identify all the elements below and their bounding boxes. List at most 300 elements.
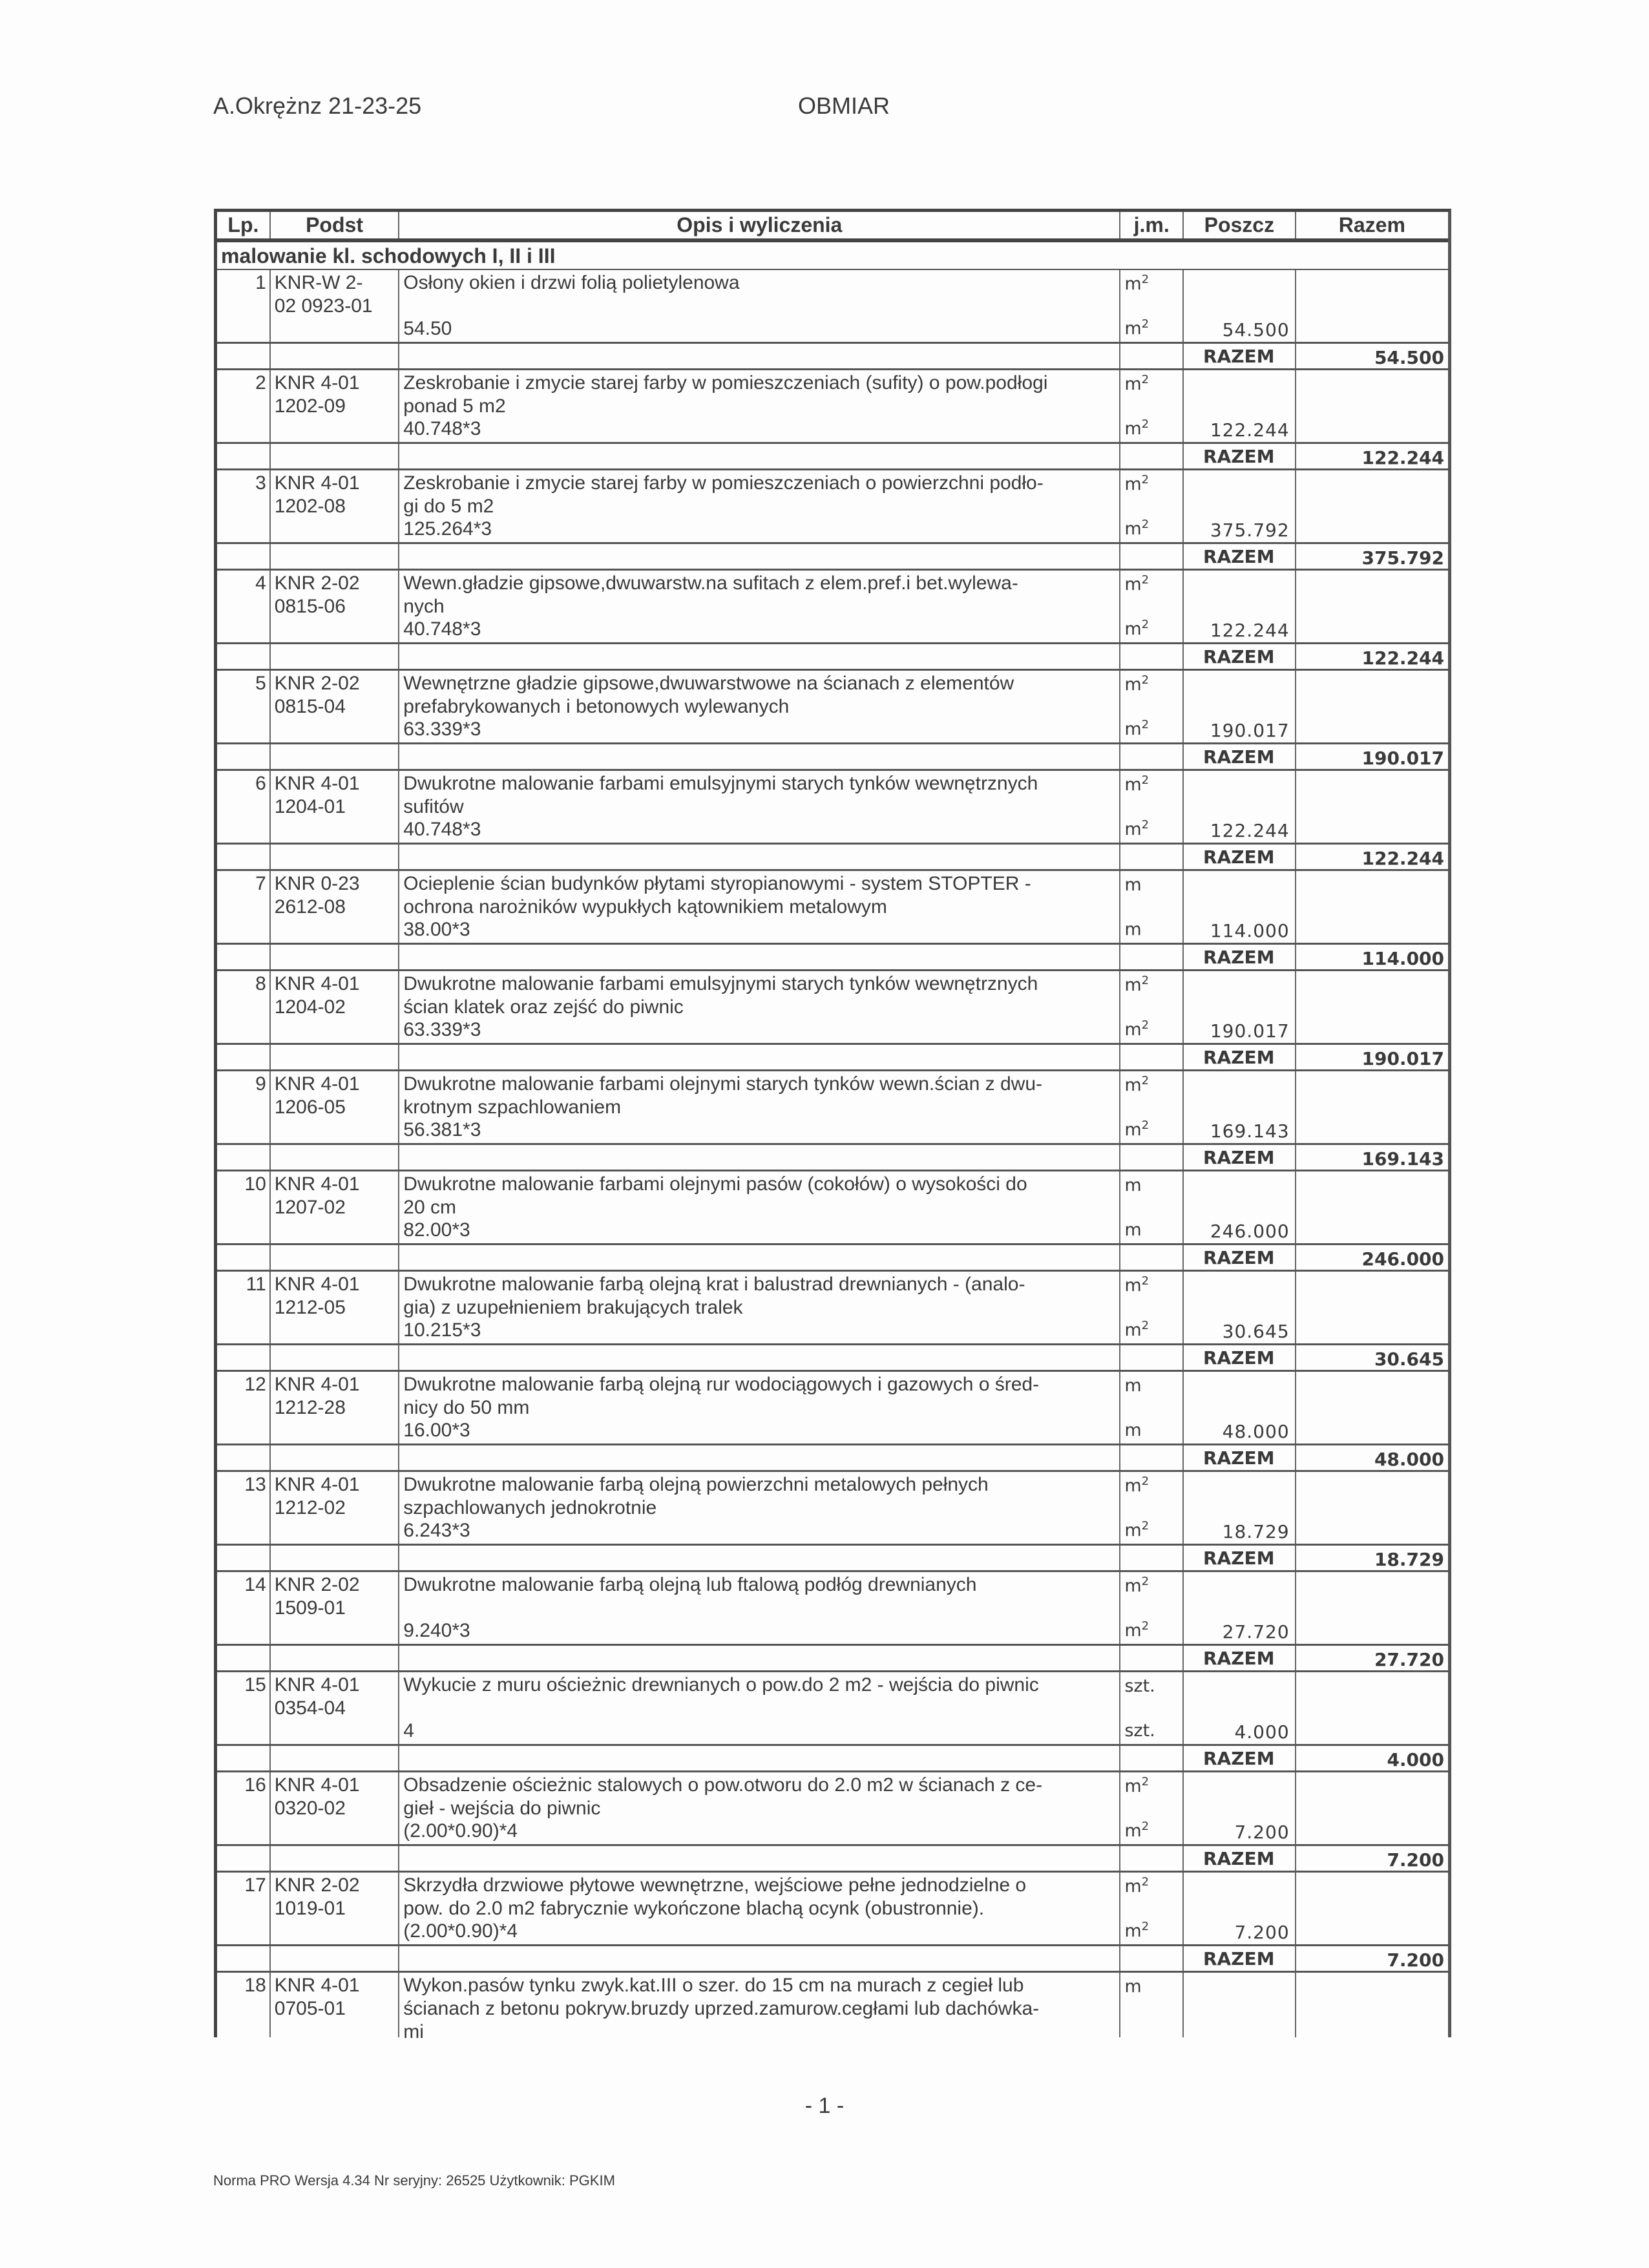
table-row [217,1272,1448,1345]
opis-line: ścian klatek oraz zejść do piwnic [403,996,684,1018]
row-razem [1296,871,1448,943]
sum-value: 114.000 [1361,948,1445,969]
opis-line: Dwukrotne malowanie farbą olejną rur wodociągowych i gazowych o śred- [403,1374,1040,1395]
empty-cell [1120,1445,1184,1470]
unit-base: m [1124,1020,1142,1040]
row-poszcz [1184,1672,1296,1744]
partial-value: 18.729 [1222,1521,1290,1542]
partial-value: 4.000 [1234,1721,1290,1743]
row-opis [399,1372,1120,1444]
row-lp: 3 [217,470,271,542]
sum-row [217,1445,1448,1472]
row-podst [271,270,399,342]
row-podst [271,671,399,742]
row-razem [1296,1973,1448,2037]
table-header [217,212,1448,242]
podst-line: KNR 4-01 [274,1774,360,1796]
partial-value: 169.143 [1210,1120,1290,1142]
unit-exponent: 2 [1141,518,1150,531]
empty-cell [399,1846,1120,1871]
row-razem [1296,571,1448,642]
sum-row [217,845,1448,871]
sum-label: RAZEM [1184,444,1296,468]
row-razem [1296,1772,1448,1844]
sum-row [217,1345,1448,1372]
unit-base: m [1124,1420,1142,1440]
row-lp: 15 [217,1672,271,1744]
podst-line: 1202-09 [274,395,346,417]
sum-value: 7.200 [1387,1849,1445,1871]
partial-value: 122.244 [1210,820,1290,841]
table-row [217,370,1448,444]
unit [1124,874,1141,897]
empty-cell [1120,1746,1184,1770]
row-opis [399,871,1120,943]
table-row [217,971,1448,1045]
row-opis [399,470,1120,542]
opis-line: Dwukrotne malowanie farbami emulsyjnymi starych tynków wewnętrznych [403,973,1038,994]
sum-row [217,544,1448,571]
podst-line: KNR 2-02 [274,1874,360,1896]
empty-cell [1120,1646,1184,1670]
opis-line: nicy do 50 mm [403,1397,530,1418]
sum-row [217,1245,1448,1272]
unit [1124,1775,1149,1798]
opis-line: Skrzydła drzwiowe płytowe wewnętrzne, wejściowe pełne jednodzielne o [403,1874,1027,1896]
sum-value: 122.244 [1361,447,1445,468]
unit-exponent: 2 [1141,773,1150,787]
sum-row [217,344,1448,370]
empty-cell [217,1445,271,1470]
row-poszcz [1184,771,1296,843]
empty-cell [271,1045,399,1069]
row-jm [1120,1071,1184,1143]
row-poszcz [1184,971,1296,1043]
row-opis [399,1672,1120,1744]
podst-line: KNR 4-01 [274,973,360,994]
unit [1124,518,1149,541]
partial-value: 375.792 [1210,520,1290,541]
sum-label: RAZEM [1184,744,1296,769]
calculation: 16.00*3 [403,1420,470,1441]
podst-line: KNR 4-01 [274,773,360,794]
sum-label: RAZEM [1184,1145,1296,1170]
unit [1124,1174,1141,1197]
sum-row [217,744,1448,771]
opis-line: ponad 5 m2 [403,395,506,417]
row-podst [271,871,399,943]
empty-cell [399,744,1120,769]
table-row-last [217,1973,1448,2042]
empty-cell [271,1946,399,1971]
podst-line: KNR 4-01 [274,372,360,394]
row-poszcz [1184,1572,1296,1644]
row-jm [1120,1472,1184,1544]
empty-cell [271,344,399,368]
row-podst [271,1171,399,1243]
unit-exponent: 2 [1141,1619,1150,1633]
row-opis [399,1973,1120,2042]
unit-base: m [1124,1876,1142,1896]
empty-cell [271,644,399,669]
row-jm [1120,871,1184,943]
items-list [217,270,1448,1973]
row-lp: 14 [217,1572,271,1644]
empty-cell [399,1546,1120,1570]
opis-line: nych [403,596,445,617]
unit-base: m [1124,1520,1142,1540]
opis-line: prefabrykowanych i betonowych wylewanych [403,696,790,717]
calculation: 63.339*3 [403,1019,481,1040]
row-razem [1296,771,1448,843]
row-lp: 2 [217,370,271,442]
row-podst [271,571,399,642]
empty-cell [1120,1946,1184,1971]
empty-cell [271,744,399,769]
unit-exponent: 2 [1141,1775,1150,1789]
row-opis [399,1171,1120,1243]
podst-line: 0354-04 [274,1697,346,1719]
unit [1124,1319,1149,1342]
opis-line: gi do 5 m2 [403,496,494,517]
partial-value: 122.244 [1210,620,1290,641]
row-podst [271,1772,399,1844]
sum-value: 169.143 [1361,1148,1445,1170]
sum-row [217,1045,1448,1071]
podst-line: 1202-08 [274,496,346,517]
row-razem [1296,270,1448,342]
opis-line: Wykucie z muru ościeżnic drewnianych o pow.do 2 m2 - wejścia do piwnic [403,1674,1039,1696]
row-razem [1296,1272,1448,1343]
opis-line: Dwukrotne malowanie farbą olejną lub ftalową podłóg drewnianych [403,1574,977,1595]
unit-base: m [1124,875,1142,895]
podst-line: 1212-28 [274,1397,346,1418]
unit [1124,1619,1149,1643]
table-row [217,571,1448,644]
partial-value: 122.244 [1210,419,1290,441]
unit-base: szt. [1124,1721,1155,1741]
partial-value: 190.017 [1210,1020,1290,1042]
opis-line: Ocieplenie ścian budynków płytami styropianowymi - system STOPTER - [403,873,1031,894]
unit [1124,718,1149,741]
row-lp: 17 [217,1873,271,1944]
row-jm [1120,370,1184,442]
opis-line: Wewnętrzne gładzie gipsowe,dwuwarstwowe na ścianach z elementów [403,673,1014,694]
unit-exponent: 2 [1141,473,1150,487]
podst-line: 1207-02 [274,1197,346,1218]
unit-base: m [1124,1821,1142,1841]
sum-label: RAZEM [1184,544,1296,569]
row-lp: 13 [217,1472,271,1544]
unit [1124,974,1149,997]
row-jm [1120,470,1184,542]
unit [1124,1374,1141,1398]
unit-base: m [1124,775,1142,795]
podst-line: 1212-02 [274,1497,346,1518]
unit-exponent: 2 [1141,373,1150,386]
unit-exponent: 2 [1141,1074,1150,1087]
row-opis [399,771,1120,843]
empty-cell [271,945,399,969]
row-jm [1120,771,1184,843]
unit-base: m [1124,719,1142,739]
partial-value: 7.200 [1234,1922,1290,1943]
unit [1124,673,1149,697]
empty-cell [271,1145,399,1170]
empty-cell [217,444,271,468]
podst-line: 0320-02 [274,1798,346,1819]
podst-line: KNR 4-01 [274,1474,360,1495]
podst-line: 1019-01 [274,1898,346,1919]
sum-row [217,1646,1448,1672]
unit: m [1124,1977,1142,1997]
empty-cell [399,1646,1120,1670]
unit [1124,1920,1149,1943]
row-opis [399,370,1120,442]
row-podst [271,1973,399,2037]
empty-cell [271,1646,399,1670]
unit [1124,1074,1149,1097]
empty-cell [217,845,271,869]
row-podst [271,1672,399,1744]
opis-line: Dwukrotne malowanie farbami olejnymi pasów (cokołów) o wysokości do [403,1173,1027,1195]
opis-line: Dwukrotne malowanie farbą olejną krat i balustrad drewnianych - (analo- [403,1274,1025,1295]
row-jm [1120,1572,1184,1644]
row-lp: 6 [217,771,271,843]
row-poszcz [1184,571,1296,642]
table-row [217,771,1448,845]
calculation: 82.00*3 [403,1219,470,1241]
row-podst [271,1472,399,1544]
row-razem [1296,1071,1448,1143]
row-razem [1296,1873,1448,1944]
opis-line: Wykon.pasów tynku zwyk.kat.III o szer. do 15 cm na murach z cegieł lub [403,1975,1024,1996]
unit-base: m [1124,1175,1142,1195]
row-opis [399,270,1120,342]
col-header-lp: Lp. [217,212,271,238]
opis-line: Zeskrobanie i zmycie starej farby w pomieszczeniach o powierzchni podło- [403,472,1044,494]
empty-cell [399,1145,1120,1170]
row-poszcz [1184,1973,1296,2037]
opis-line: 20 cm [403,1197,456,1218]
opis-line: pow. do 2.0 m2 fabrycznie wykończone blachą ocynk (obustronnie). [403,1898,985,1919]
empty-cell [1120,1846,1184,1871]
col-header-opis: Opis i wyliczenia [399,212,1120,238]
empty-cell [217,1846,271,1871]
podst-line: 1509-01 [274,1597,346,1619]
table-row [217,1472,1448,1546]
sum-value: 4.000 [1387,1749,1445,1770]
calculation: 40.748*3 [403,618,481,640]
podst-line: KNR 4-01 [274,1173,360,1195]
unit [1124,1519,1149,1542]
unit-base: m [1124,975,1142,995]
empty-cell [399,1045,1120,1069]
partial-value: 190.017 [1210,720,1290,741]
row-opis [399,571,1120,642]
opis-line: ochrona narożników wypukłych kątownikiem metalowym [403,896,887,918]
empty-cell [1120,444,1184,468]
partial-value: 48.000 [1222,1421,1290,1442]
empty-cell [217,1746,271,1770]
unit-exponent: 2 [1141,573,1150,587]
row-podst [271,1272,399,1343]
unit-exponent: 2 [1141,1475,1150,1488]
row-jm [1120,1973,1184,2037]
row-jm [1120,571,1184,642]
empty-cell [399,1345,1120,1370]
unit [1124,1719,1155,1743]
row-lp: 18 [217,1973,271,2037]
sum-label: RAZEM [1184,945,1296,969]
sum-value: 122.244 [1361,647,1445,669]
calculation: 9.240*3 [403,1620,470,1641]
calculation: 10.215*3 [403,1319,481,1341]
podst-line: KNR 2-02 [274,673,360,694]
sum-label: RAZEM [1184,1546,1296,1570]
opis-line: gieł - wejścia do piwnic [403,1798,601,1819]
unit-exponent: 2 [1141,1920,1150,1933]
row-jm [1120,1272,1184,1343]
empty-cell [217,1946,271,1971]
unit-base: m [1124,1220,1142,1240]
empty-cell [1120,1546,1184,1570]
row-jm [1120,971,1184,1043]
sum-value: 18.729 [1374,1549,1445,1570]
row-opis [399,971,1120,1043]
calculation: 38.00*3 [403,919,470,940]
unit-base: m [1124,1921,1142,1941]
podst-line: KNR 2-02 [274,572,360,594]
row-poszcz [1184,370,1296,442]
podst-line: KNR-W 2- [274,272,363,293]
empty-cell [217,344,271,368]
sum-label: RAZEM [1184,1946,1296,1971]
podst-line: KNR 4-01 [274,1674,360,1696]
empty-cell [399,1746,1120,1770]
empty-cell [217,544,271,569]
podst-line: 1204-02 [274,996,346,1018]
row-podst [271,771,399,843]
table-row [217,1672,1448,1746]
unit-exponent: 2 [1141,1820,1150,1833]
row-razem [1296,1672,1448,1744]
unit-base: m [1124,1476,1142,1496]
row-opis [399,1772,1120,1844]
empty-cell [399,344,1120,368]
row-jm [1120,1372,1184,1444]
row-opis [399,1873,1120,1944]
sum-value: 190.017 [1361,748,1445,769]
row-podst [271,1372,399,1444]
table-row [217,470,1448,544]
podst-line: 2612-08 [274,896,346,918]
podst-line: 0815-06 [274,596,346,617]
empty-cell [399,1946,1120,1971]
row-poszcz [1184,1372,1296,1444]
empty-cell [271,544,399,569]
sum-value: 190.017 [1361,1048,1445,1069]
calculation: 40.748*3 [403,418,481,439]
unit-exponent: 2 [1141,1575,1150,1588]
empty-cell [217,1345,271,1370]
partial-value: 30.645 [1222,1321,1290,1342]
unit-exponent: 2 [1141,1018,1150,1032]
row-opis [399,1272,1120,1343]
software-footer: Norma PRO Wersja 4.34 Nr seryjny: 26525 Użytkownik: PGKIM [213,2172,615,2189]
unit-exponent: 2 [1141,1519,1150,1533]
unit-base: m [1124,619,1142,639]
opis-line: gia) z uzupełnieniem brakujących tralek [403,1297,743,1318]
unit-base: m [1124,474,1142,494]
empty-cell [271,1546,399,1570]
row-podst [271,370,399,442]
podst-line: KNR 4-01 [274,1975,360,1996]
podst-line: 1206-05 [274,1097,346,1118]
sum-row [217,444,1448,470]
row-lp: 9 [217,1071,271,1143]
empty-cell [399,945,1120,969]
unit-exponent: 2 [1141,1118,1150,1132]
opis-line: Dwukrotne malowanie farbami emulsyjnymi starych tynków wewnętrznych [403,773,1038,794]
unit-base: m [1124,919,1142,940]
row-poszcz [1184,1873,1296,1944]
empty-cell [399,544,1120,569]
empty-cell [1120,344,1184,368]
row-opis [399,671,1120,742]
empty-cell [271,1746,399,1770]
table-row [217,1171,1448,1245]
empty-cell [399,1245,1120,1270]
row-jm [1120,1672,1184,1744]
unit [1124,473,1149,496]
unit [1124,1118,1149,1142]
row-poszcz [1184,470,1296,542]
row-lp: 1 [217,270,271,342]
empty-cell [217,1646,271,1670]
unit-base: m [1124,1120,1142,1140]
col-header-podst: Podst [271,212,399,238]
calculation: 125.264*3 [403,518,492,540]
partial-value: 114.000 [1210,920,1290,941]
sum-value: 122.244 [1361,848,1445,869]
table-row [217,270,1448,344]
opis-line: Obsadzenie ościeżnic stalowych o pow.otworu do 2.0 m2 w ścianach z ce- [403,1774,1043,1796]
unit [1124,1820,1149,1843]
unit-base: m [1124,1075,1142,1095]
opis-line: Zeskrobanie i zmycie starej farby w pomieszczeniach (sufity) o pow.podłogi [403,372,1048,394]
table-row [217,1071,1448,1145]
row-jm [1120,1873,1184,1944]
row-poszcz [1184,1071,1296,1143]
row-lp: 8 [217,971,271,1043]
sum-value: 246.000 [1361,1248,1445,1270]
unit-base: m [1124,419,1142,439]
sum-label: RAZEM [1184,1445,1296,1470]
opis-line: szpachlowanych jednokrotnie [403,1497,657,1518]
sum-value: 30.645 [1374,1349,1445,1370]
calculation: 54.50 [403,318,452,339]
section-title: malowanie kl. schodowych I, II i III [217,242,1448,270]
row-razem [1296,971,1448,1043]
unit-base: szt. [1124,1676,1155,1696]
unit-base: m [1124,574,1142,594]
unit [1124,1475,1149,1498]
row-podst [271,1071,399,1143]
partial-value: 27.720 [1222,1621,1290,1643]
empty-cell [1120,544,1184,569]
unit [1124,773,1149,797]
